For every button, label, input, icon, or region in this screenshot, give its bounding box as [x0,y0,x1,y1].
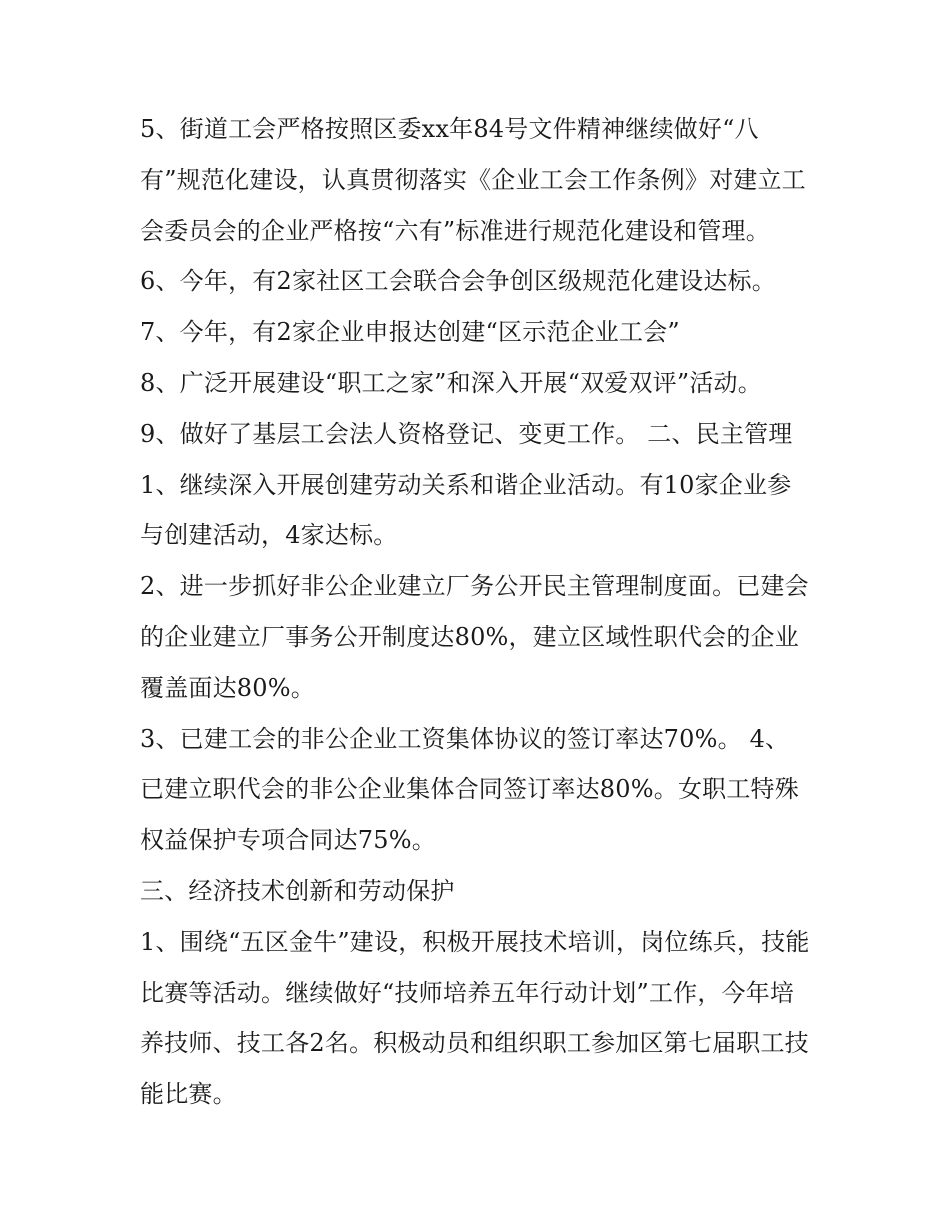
paragraph-item-9-legal-registration: 9、做好了基层工会法人资格登记、变更工作。 二、民主管理 [140,419,793,448]
document-body [140,104,812,1120]
paragraph-democratic-1: 1、继续深入开展创建劳动关系和谐企业活动。有10家企业参与创建活动，4家达标。 [140,470,792,550]
paragraph-item-6-community-union: 6、今年，有2家社区工会联合会争创区级规范化建设达标。 [140,267,776,296]
paragraph-democratic-2: 2、进一步抓好非公企业建立厂务公开民主管理制度面。已建会的企业建立厂事务公开制度达80%，建立区域性职代会的企业覆盖面达80%。 [140,572,809,702]
paragraph-item-8-workers-home: 8、广泛开展建设“职工之家”和深入开展“双爱双评”活动。 [140,368,762,397]
paragraph-economic-1: 1、围绕“五区金牛”建设，积极开展技术培训，岗位练兵，技能比赛等活动。继续做好“技师培养五年行动计划”工作，今年培养技师、技工各2名。积极动员和组织职工参加区第七届职工技能比赛。 [140,927,810,1109]
paragraph-item-5-standardization: 5、街道工会严格按照区委xx年84号文件精神继续做好“八有”规范化建设，认真贯彻落实《企业工会工作条例》对建立工会委员会的企业严格按“六有”标准进行规范化建设和管理。 [140,115,806,245]
paragraph-item-7-model-union: 7、今年，有2家企业申报达创建“区示范企业工会” [140,318,680,347]
section-heading-economic-innovation: 三、经济技术创新和劳动保护 [140,876,455,905]
paragraph-democratic-3-4: 3、已建工会的非公企业工资集体协议的签订率达70%。 4、已建立职代会的非公企业集体合同签订率达80%。女职工特殊权益保护专项合同达75%。 [140,724,799,855]
